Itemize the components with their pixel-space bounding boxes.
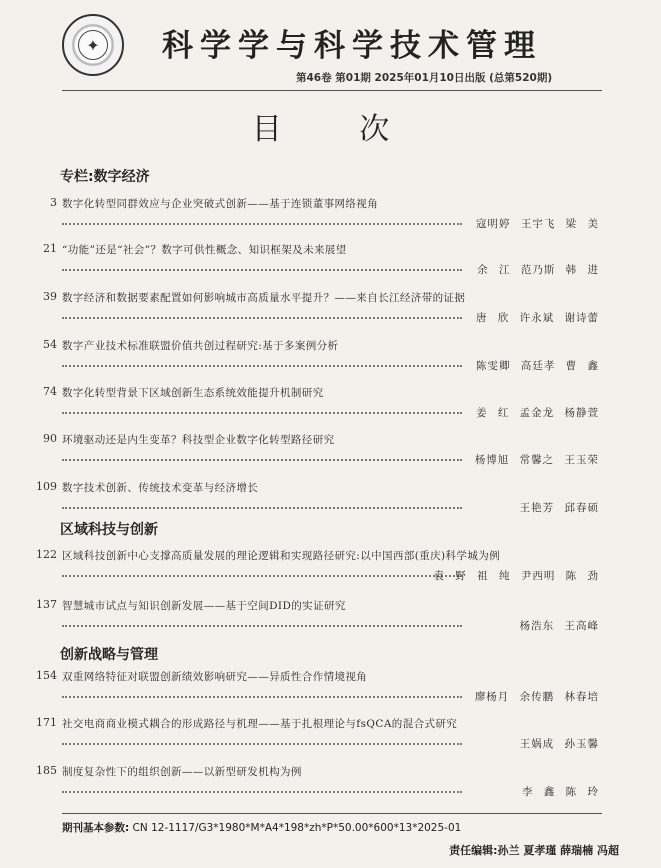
leader-dots	[62, 412, 462, 414]
toc-heading: 目 次	[251, 112, 424, 147]
toc-entry[interactable]	[0, 290, 661, 338]
toc-entry[interactable]	[0, 669, 661, 717]
toc-entry[interactable]	[0, 716, 661, 764]
entry-title: 双重网络特征对联盟创新绩效影响研究——异质性合作情境视角	[62, 671, 368, 683]
toc-entry[interactable]	[0, 548, 661, 596]
entry-authors: 李 鑫 陈 玲	[521, 786, 599, 798]
entry-authors: 唐 欣 许永斌 谢诗蕾	[475, 312, 599, 324]
leader-dots	[62, 365, 462, 367]
leader-dots	[62, 269, 462, 271]
footer-divider	[62, 813, 602, 814]
section-title-regional-innovation: 区域科技与创新	[60, 522, 158, 538]
leader-dots	[62, 743, 462, 745]
toc-entry[interactable]	[0, 385, 661, 433]
issue-line: 第46卷 第01期 2025年01月10日出版 (总第520期)	[296, 72, 553, 84]
leader-dots	[62, 791, 462, 793]
entry-title: 数字化转型背景下区域创新生态系统效能提升机制研究	[62, 387, 324, 399]
entry-page: 154	[36, 669, 57, 682]
entry-authors: 王娲成 孙玉馨	[519, 738, 599, 750]
entry-title: 智慧城市试点与知识创新发展——基于空间DID的实证研究	[62, 600, 346, 612]
entry-title: 环境驱动还是内生变革？科技型企业数字化转型路径研究	[62, 434, 335, 446]
toc-entry[interactable]	[0, 598, 661, 646]
entry-page: 171	[36, 716, 57, 729]
entry-page: 185	[36, 764, 57, 777]
entry-authors: 陈雯卿 高廷孝 曹 鑫	[475, 360, 599, 372]
section-title-digital-economy: 专栏:数字经济	[60, 169, 150, 185]
leader-dots	[62, 459, 462, 461]
leader-dots	[62, 575, 462, 577]
entry-title: 数字化转型同群效应与企业突破式创新——基于连锁董事网络视角	[62, 198, 379, 210]
entry-title: 数字产业技术标准联盟价值共创过程研究:基于多案例分析	[62, 340, 339, 352]
params-value: CN 12-1117/G3*1980*M*A4*198*zh*P*50.00*600*13*2025-01	[132, 822, 462, 834]
toc-entry[interactable]	[0, 432, 661, 480]
university-seal-icon: ✦	[78, 30, 108, 60]
header-divider	[62, 90, 602, 91]
entry-title: 数字技术创新、传统技术变革与经济增长	[62, 482, 259, 494]
entry-title: “功能”还是“社会”？数字可供性概念、知识框架及未来展望	[62, 244, 347, 256]
journal-logo	[62, 14, 124, 76]
entry-authors: 廖杨月 余传鹏 林春培	[474, 691, 599, 703]
entry-authors: 王艳芳 邱春硕	[519, 502, 599, 514]
responsible-editors: 责任编辑:孙兰 夏孝瑾 薛瑞楠 冯超	[449, 844, 619, 857]
toc-entry[interactable]	[0, 764, 661, 812]
entry-authors: 杨浩东 王高峰	[519, 620, 599, 632]
entry-authors: 袁 野 祖 纯 尹西明 陈 劲	[433, 570, 599, 582]
journal-params	[62, 820, 461, 835]
entry-title: 数字经济和数据要素配置如何影响城市高质量水平提升？——来自长江经济带的证据	[62, 292, 466, 304]
entry-title: 社交电商商业模式耦合的形成路径与机理——基于扎根理论与fsQCA的混合式研究	[62, 718, 458, 730]
entry-page: 21	[43, 242, 57, 255]
toc-entry[interactable]	[0, 196, 661, 244]
entry-authors: 姜 红 孟金龙 杨静萱	[475, 407, 599, 419]
leader-dots	[62, 317, 462, 319]
leader-dots	[62, 223, 462, 225]
entry-page: 74	[43, 385, 57, 398]
params-label: 期刊基本参数:	[62, 822, 130, 834]
toc-entry[interactable]	[0, 242, 661, 290]
entry-page: 109	[36, 480, 57, 493]
leader-dots	[62, 696, 462, 698]
leader-dots	[62, 625, 462, 627]
toc-entry[interactable]	[0, 338, 661, 386]
entry-title: 区域科技创新中心支撑高质量发展的理论逻辑和实现路径研究:以中国西部(重庆)科学城为例	[62, 550, 501, 562]
entry-page: 3	[50, 196, 57, 209]
entry-authors: 杨博旭 常馨之 王玉荣	[474, 454, 599, 466]
entry-authors: 寇明婷 王宇飞 梁 美	[475, 218, 599, 230]
journal-title: 科学学与科学技术管理	[162, 28, 542, 64]
entry-authors: 余 江 范乃斯 韩 进	[477, 264, 599, 276]
entry-page: 122	[36, 548, 57, 561]
leader-dots	[62, 507, 462, 509]
entry-page: 90	[43, 432, 57, 445]
entry-page: 39	[43, 290, 57, 303]
entry-title: 制度复杂性下的组织创新——以新型研发机构为例	[62, 766, 302, 778]
entry-page: 54	[43, 338, 57, 351]
section-title-innovation-strategy: 创新战略与管理	[60, 647, 158, 663]
entry-page: 137	[36, 598, 57, 611]
